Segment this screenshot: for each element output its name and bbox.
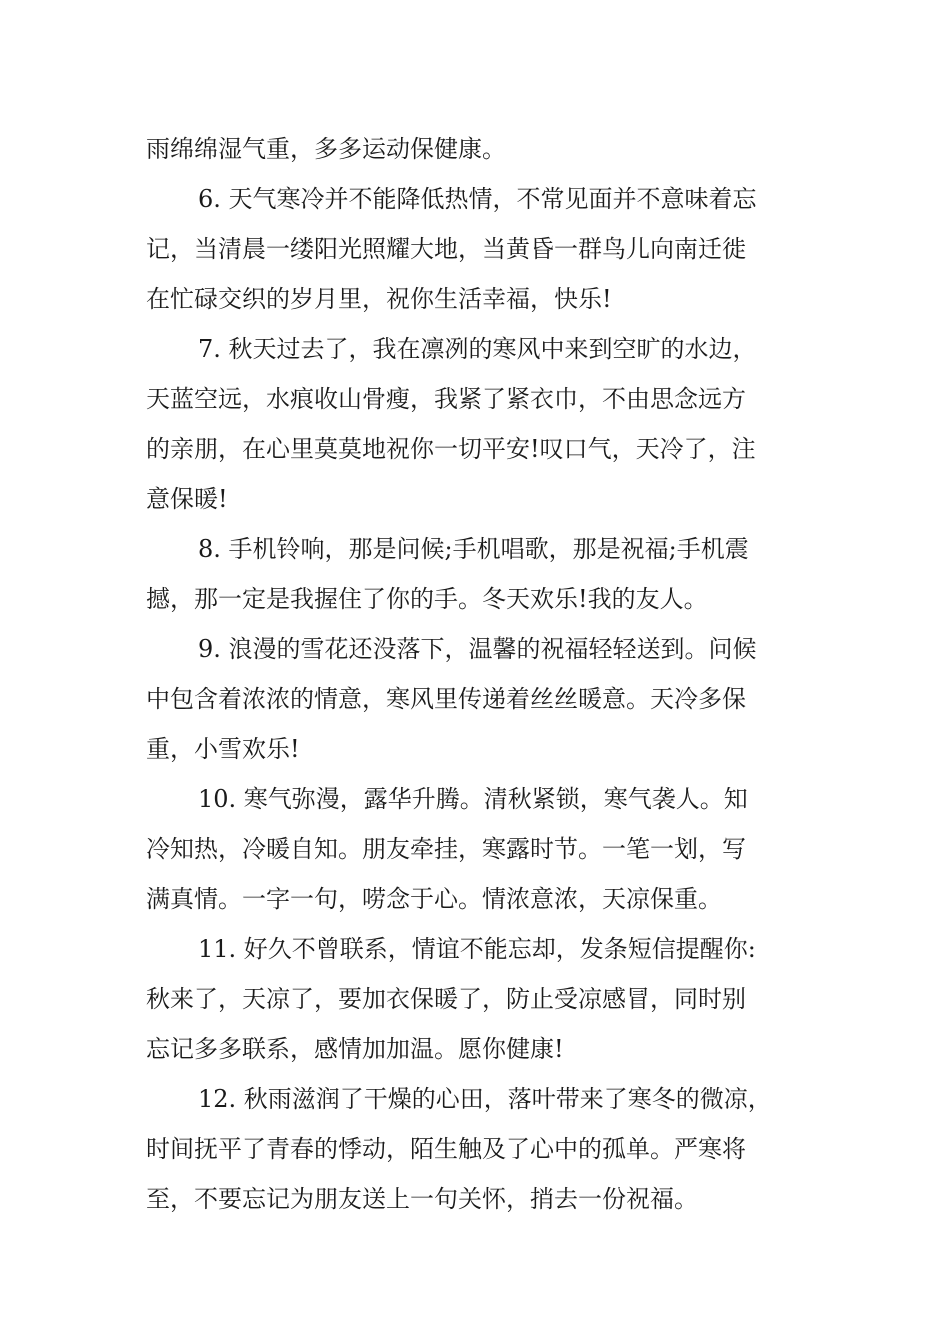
text-line: 的亲朋，在心里莫莫地祝你一切平安!叹口气，天冷了，注: [146, 435, 756, 463]
paragraph-6-start: 6. 天气寒冷并不能降低热情，不常见面并不意味着忘: [198, 185, 757, 213]
text-line: 时间抚平了青春的悸动，陌生触及了心中的孤单。严寒将: [146, 1135, 746, 1163]
paragraph-9-start: 9. 浪漫的雪花还没落下，温馨的祝福轻轻送到。问候: [198, 635, 757, 663]
paragraph-7-start: 7. 秋天过去了，我在凛冽的寒风中来到空旷的水边，: [198, 335, 757, 363]
paragraph-8-start: 8. 手机铃响，那是问候;手机唱歌，那是祝福;手机震: [198, 535, 749, 563]
paragraph-11-start: 11. 好久不曾联系，情谊不能忘却，发条短信提醒你:: [198, 935, 756, 963]
document-body: [146, 124, 822, 1224]
text-line: 撼，那一定是我握住了你的手。冬天欢乐!我的友人。: [146, 585, 708, 613]
text-line: 天蓝空远，水痕收山骨瘦，我紧了紧衣巾，不由思念远方: [146, 385, 746, 413]
text-line: 重，小雪欢乐!: [146, 735, 300, 763]
text-line: 记，当清晨一缕阳光照耀大地，当黄昏一群鸟儿向南迁徙: [146, 235, 746, 263]
text-line: 至，不要忘记为朋友送上一句关怀，捎去一份祝福。: [146, 1185, 698, 1213]
text-line: 雨绵绵湿气重，多多运动保健康。: [146, 135, 506, 163]
text-line: 秋来了，天凉了，要加衣保暖了，防止受凉感冒，同时别: [146, 985, 746, 1013]
text-line: 忘记多多联系，感情加加温。愿你健康!: [146, 1035, 564, 1063]
paragraph-12-start: 12. 秋雨滋润了干燥的心田，落叶带来了寒冬的微凉，: [198, 1085, 772, 1113]
text-line: 意保暖!: [146, 485, 228, 513]
text-line: 冷知热，冷暖自知。朋友牵挂，寒露时节。一笔一划，写: [146, 835, 746, 863]
text-line: 中包含着浓浓的情意，寒风里传递着丝丝暖意。天冷多保: [146, 685, 746, 713]
paragraph-10-start: 10. 寒气弥漫，露华升腾。清秋紧锁，寒气袭人。知: [198, 785, 748, 813]
text-line: 满真情。一字一句，唠念于心。情浓意浓，天凉保重。: [146, 885, 722, 913]
text-line: 在忙碌交织的岁月里，祝你生活幸福，快乐!: [146, 285, 612, 313]
